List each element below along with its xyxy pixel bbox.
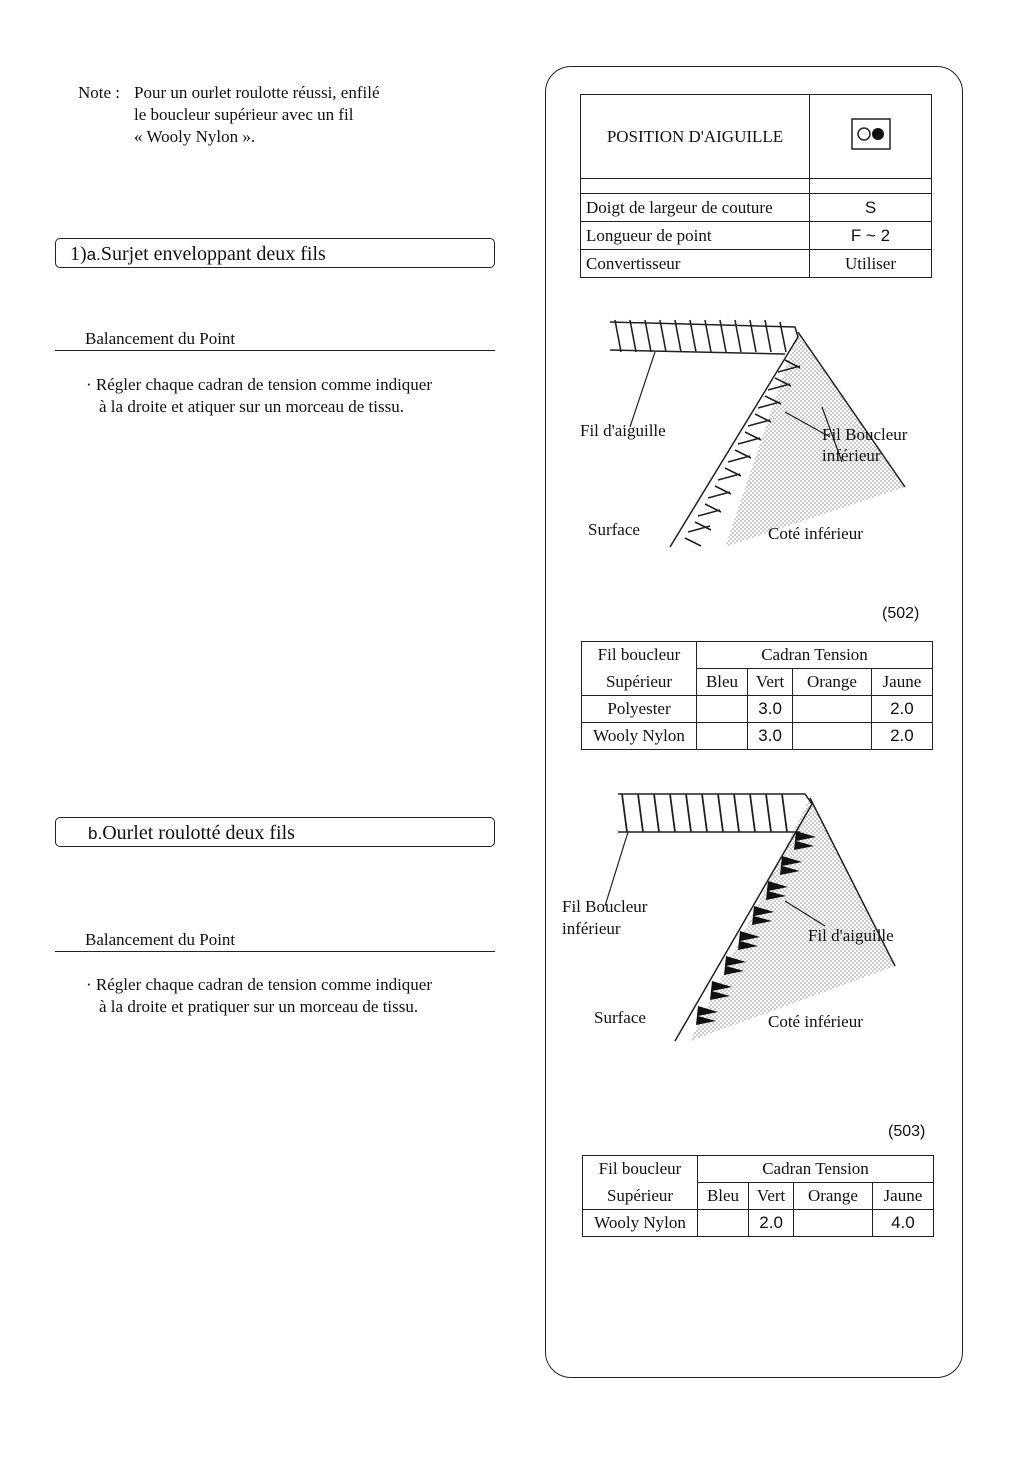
col-header: Orange xyxy=(794,1183,873,1210)
cell xyxy=(794,1210,873,1237)
cell: 3.0 xyxy=(748,723,793,750)
cell: 2.0 xyxy=(749,1210,794,1237)
cell: 2.0 xyxy=(871,696,932,723)
label-lower-looper: Fil Boucleur inférieur xyxy=(562,897,648,938)
note-line: « Wooly Nylon ». xyxy=(134,127,256,146)
table-header: Fil boucleur xyxy=(582,642,697,669)
col-header: Orange xyxy=(793,669,872,696)
tension-table-b xyxy=(582,1155,934,1237)
figure-number: (503) xyxy=(888,1123,926,1140)
tension-table-a xyxy=(581,641,933,750)
section-title: Ourlet roulotté deux fils xyxy=(102,822,295,844)
instruction-line: à la droite et pratiquer sur un morceau de tissu. xyxy=(99,997,419,1016)
col-header: Jaune xyxy=(872,1183,933,1210)
row-value: Utiliser xyxy=(810,250,932,278)
note-label: Note : xyxy=(78,83,121,102)
table-header: Supérieur xyxy=(583,1183,698,1210)
cell: 2.0 xyxy=(871,723,932,750)
table-header: Fil boucleur xyxy=(583,1156,698,1183)
table-group-header: Cadran Tension xyxy=(697,642,933,669)
label-underside: Coté inférieur xyxy=(768,1012,863,1031)
cell xyxy=(698,1210,749,1237)
note-line: Pour un ourlet roulotte réussi, enfilé xyxy=(134,83,380,102)
instruction-b xyxy=(86,974,432,1018)
col-header: Bleu xyxy=(697,669,748,696)
section-title: Surjet enveloppant deux fils xyxy=(100,243,326,265)
row-label: Longueur de point xyxy=(581,222,810,250)
cell xyxy=(793,696,872,723)
cell: 4.0 xyxy=(872,1210,933,1237)
cell xyxy=(697,723,748,750)
col-header: Vert xyxy=(748,669,793,696)
needle-position-header: POSITION D'AIGUILLE xyxy=(581,95,810,179)
note-line: le boucleur supérieur avec un fil xyxy=(134,105,354,124)
cell xyxy=(793,723,872,750)
label-lower-looper: Fil Boucleur inférieur xyxy=(822,425,908,465)
section-letter: a. xyxy=(86,245,101,264)
label-surface: Surface xyxy=(594,1008,646,1027)
needle-position-table xyxy=(580,94,932,278)
needle-position-cell xyxy=(810,95,932,179)
cell: 3.0 xyxy=(748,696,793,723)
row-label: Doigt de largeur de couture xyxy=(581,194,810,222)
col-header: Bleu xyxy=(698,1183,749,1210)
table-header: Supérieur xyxy=(582,669,697,696)
row-label: Wooly Nylon xyxy=(583,1210,698,1237)
table-group-header: Cadran Tension xyxy=(698,1156,934,1183)
note xyxy=(78,82,380,148)
label-underside: Coté inférieur xyxy=(768,524,863,543)
row-value: S xyxy=(810,194,932,222)
row-label: Polyester xyxy=(582,696,697,723)
instruction-line: · Régler chaque cadran de tension comme indiquer xyxy=(86,375,433,394)
cell xyxy=(697,696,748,723)
figure-number: (502) xyxy=(882,605,920,622)
needle-position-icon xyxy=(851,118,891,150)
section-a-heading xyxy=(55,238,495,268)
row-label: Wooly Nylon xyxy=(582,723,697,750)
label-needle-thread: Fil d'aiguille xyxy=(580,421,666,440)
col-header: Jaune xyxy=(871,669,932,696)
section-b-heading xyxy=(55,817,495,847)
subheading-b: Balancement du Point xyxy=(55,929,495,952)
label-needle-thread: Fil d'aiguille xyxy=(808,926,894,945)
subheading-a: Balancement du Point xyxy=(55,328,495,351)
row-label: Convertisseur xyxy=(581,250,810,278)
instruction-line: à la droite et atiquer sur un morceau de tissu. xyxy=(99,397,404,416)
row-value: F ~ 2 xyxy=(810,222,932,250)
section-number: 1) xyxy=(70,243,87,265)
col-header: Vert xyxy=(749,1183,794,1210)
instruction-line: · Régler chaque cadran de tension comme indiquer xyxy=(86,975,433,994)
section-letter: b. xyxy=(88,824,103,843)
instruction-a xyxy=(86,374,432,418)
label-surface: Surface xyxy=(588,520,640,539)
